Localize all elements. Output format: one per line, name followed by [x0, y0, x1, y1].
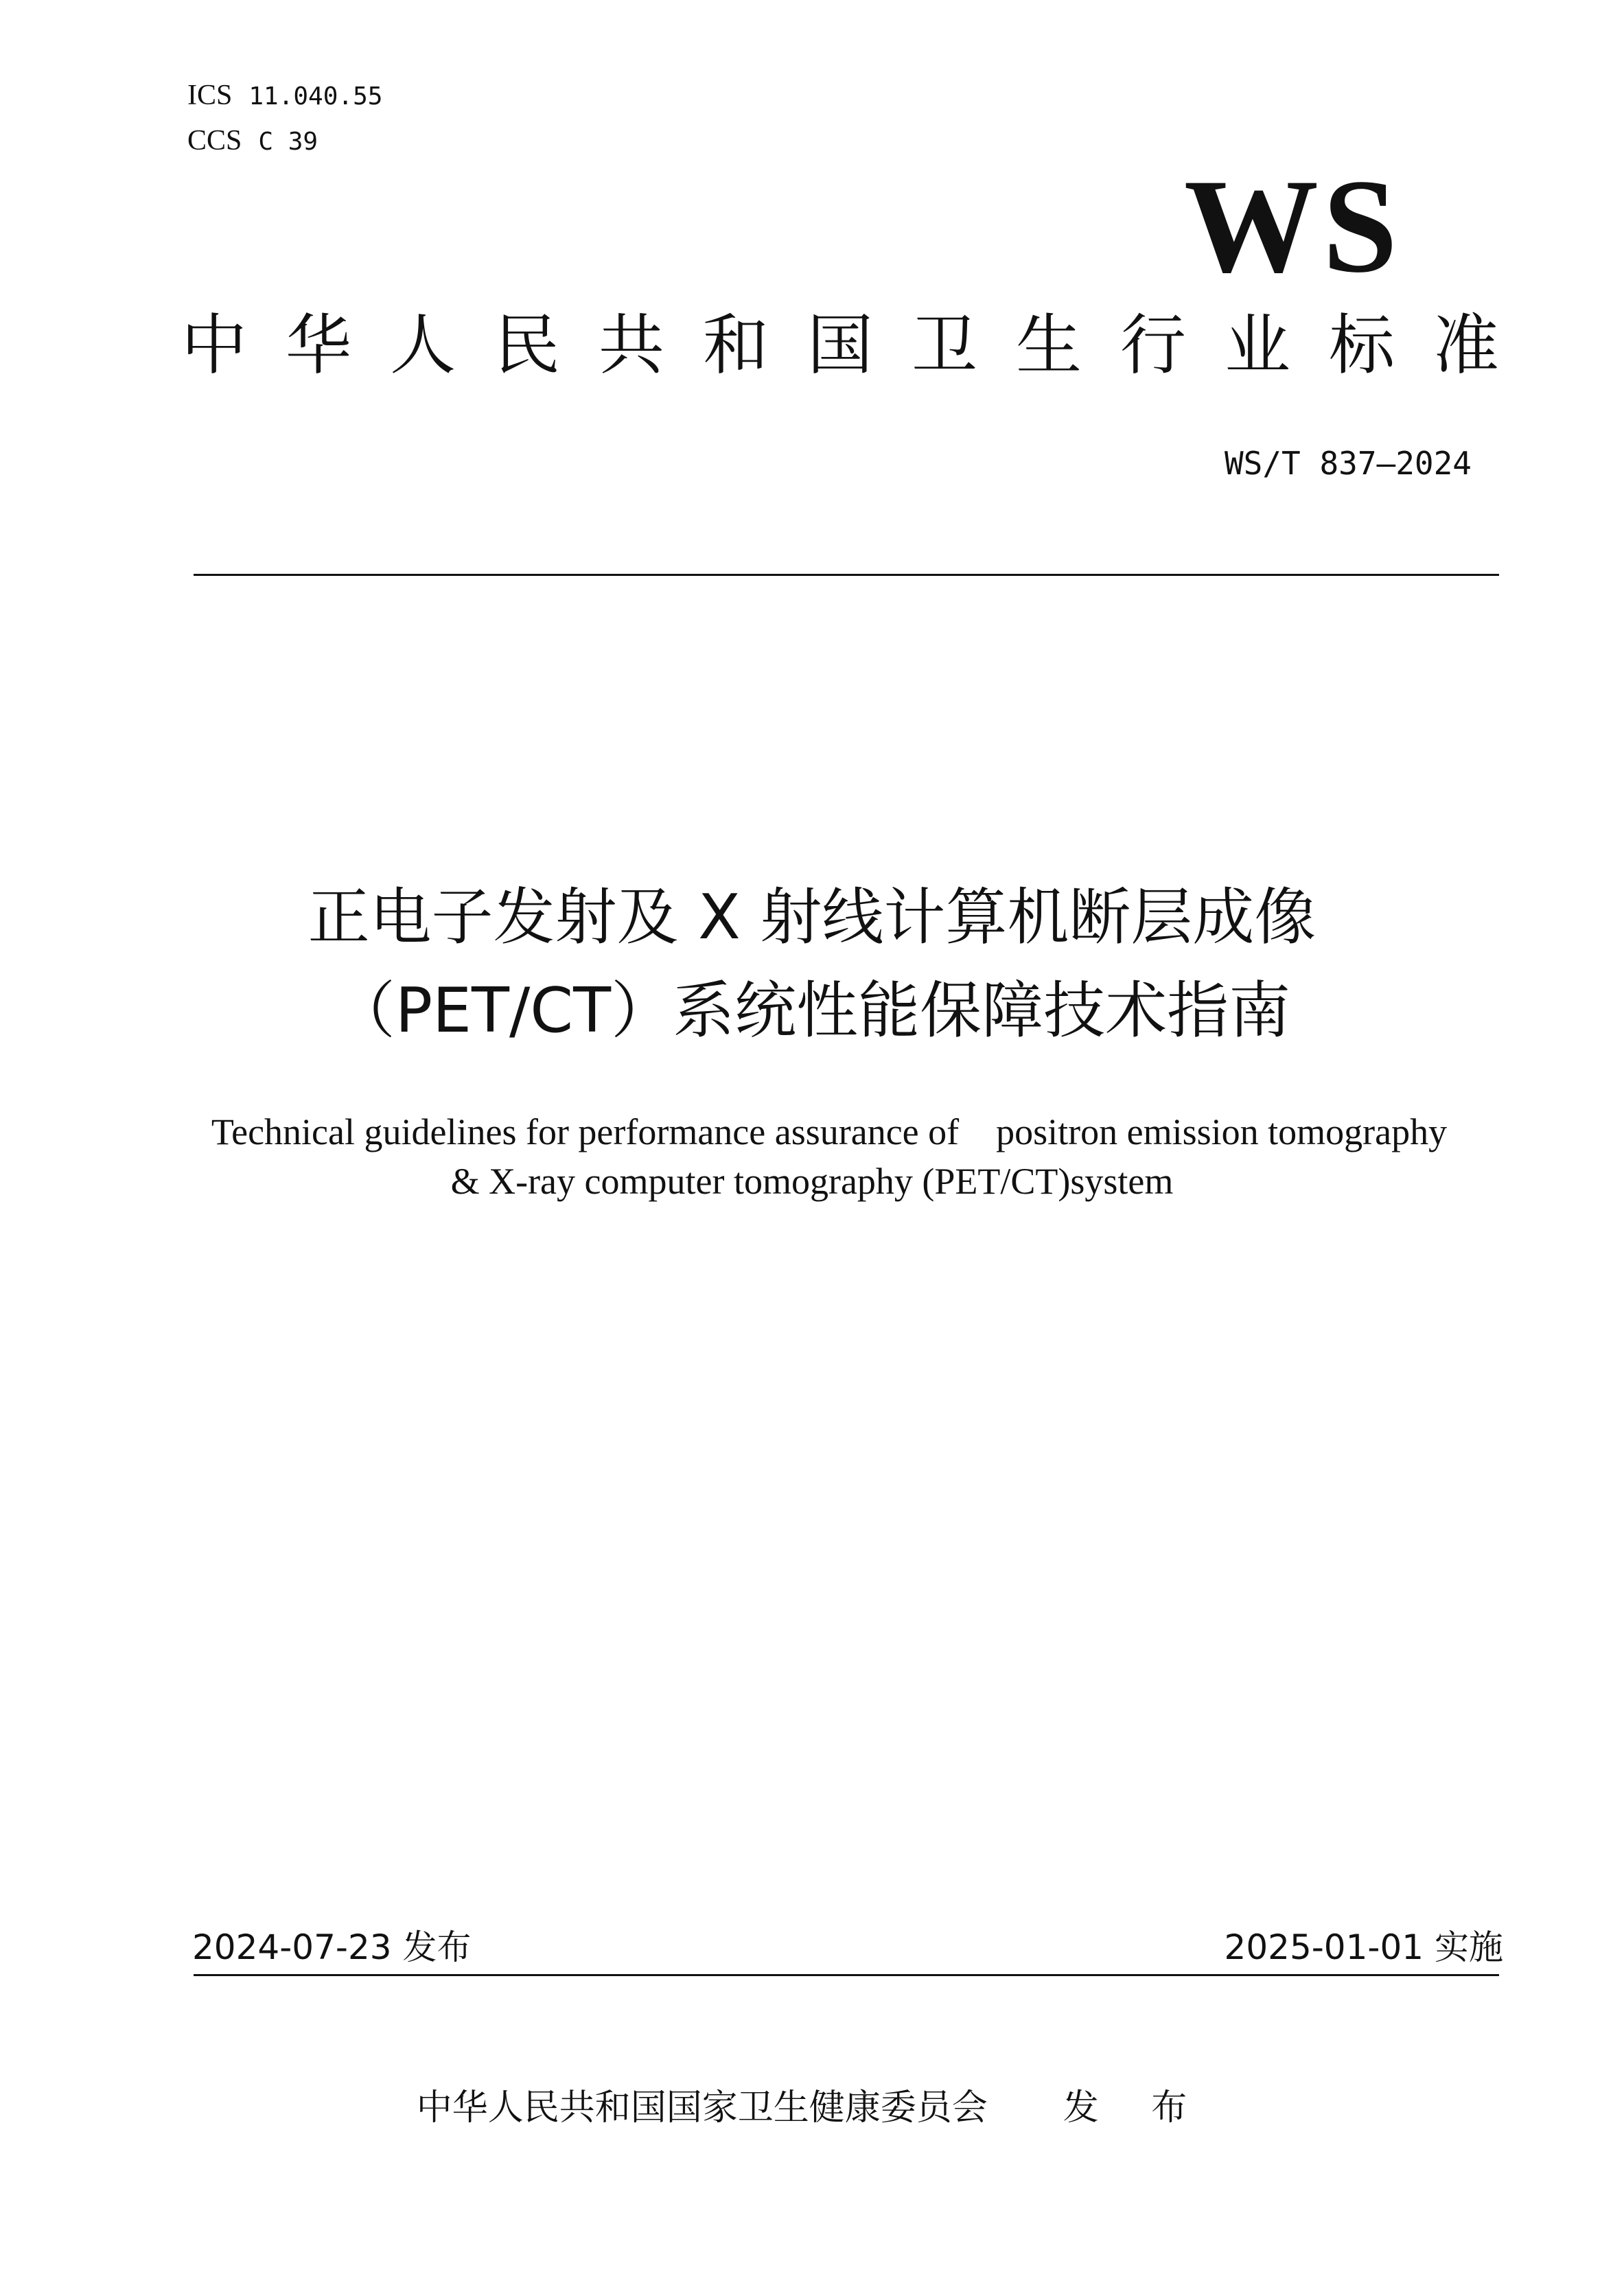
title-english-line-2: & X-ray computer tomography (PET/CT)system: [450, 1161, 1174, 1202]
standard-type-char: 人: [390, 307, 456, 384]
standard-type-char: 民: [494, 307, 560, 384]
standard-type-char: 行: [1120, 307, 1186, 384]
ics-code: 11.040.55: [248, 82, 383, 111]
standard-type-char: 和: [703, 307, 769, 384]
standard-type-heading: [181, 307, 1499, 384]
standard-type-char: 中: [181, 307, 247, 384]
standard-type-char: 准: [1433, 307, 1499, 384]
standard-type-char: 卫: [912, 307, 977, 384]
standard-type-char: 共: [599, 307, 664, 384]
title-english-line-1: Technical guidelines for performance assurance of positron emission tomography: [211, 1111, 1448, 1152]
title-chinese-line-1: 正电子发射及 X 射线计算机断层成像: [308, 881, 1316, 953]
ics-line: [187, 81, 382, 110]
implementation-date: 2025-01-01 实施: [1224, 1927, 1503, 1967]
bottom-divider: [194, 1974, 1499, 1976]
issuer-line: [0, 2087, 1624, 2129]
standard-type-char: 生: [1016, 307, 1082, 384]
issuer-name: 中华人民共和国国家卫生健康委员会: [416, 2087, 988, 2129]
ccs-label: CCS: [187, 125, 242, 156]
release-date: 2024-07-23 发布: [192, 1927, 472, 1967]
standard-number: WS/T 837—2024: [1224, 445, 1472, 482]
standard-type-char: 国: [807, 307, 873, 384]
ws-logo: WS: [1183, 152, 1402, 301]
top-divider: [194, 574, 1499, 576]
standard-type-char: 华: [286, 307, 351, 384]
standard-type-char: 业: [1225, 307, 1290, 384]
ccs-code: C 39: [258, 128, 318, 156]
issue-action: 发 布: [1063, 2087, 1208, 2129]
standard-type-char: 标: [1329, 307, 1395, 384]
title-chinese-line-2: （PET/CT）系统性能保障技术指南: [333, 975, 1291, 1047]
ccs-line: [187, 126, 318, 155]
ics-label: ICS: [187, 80, 233, 111]
